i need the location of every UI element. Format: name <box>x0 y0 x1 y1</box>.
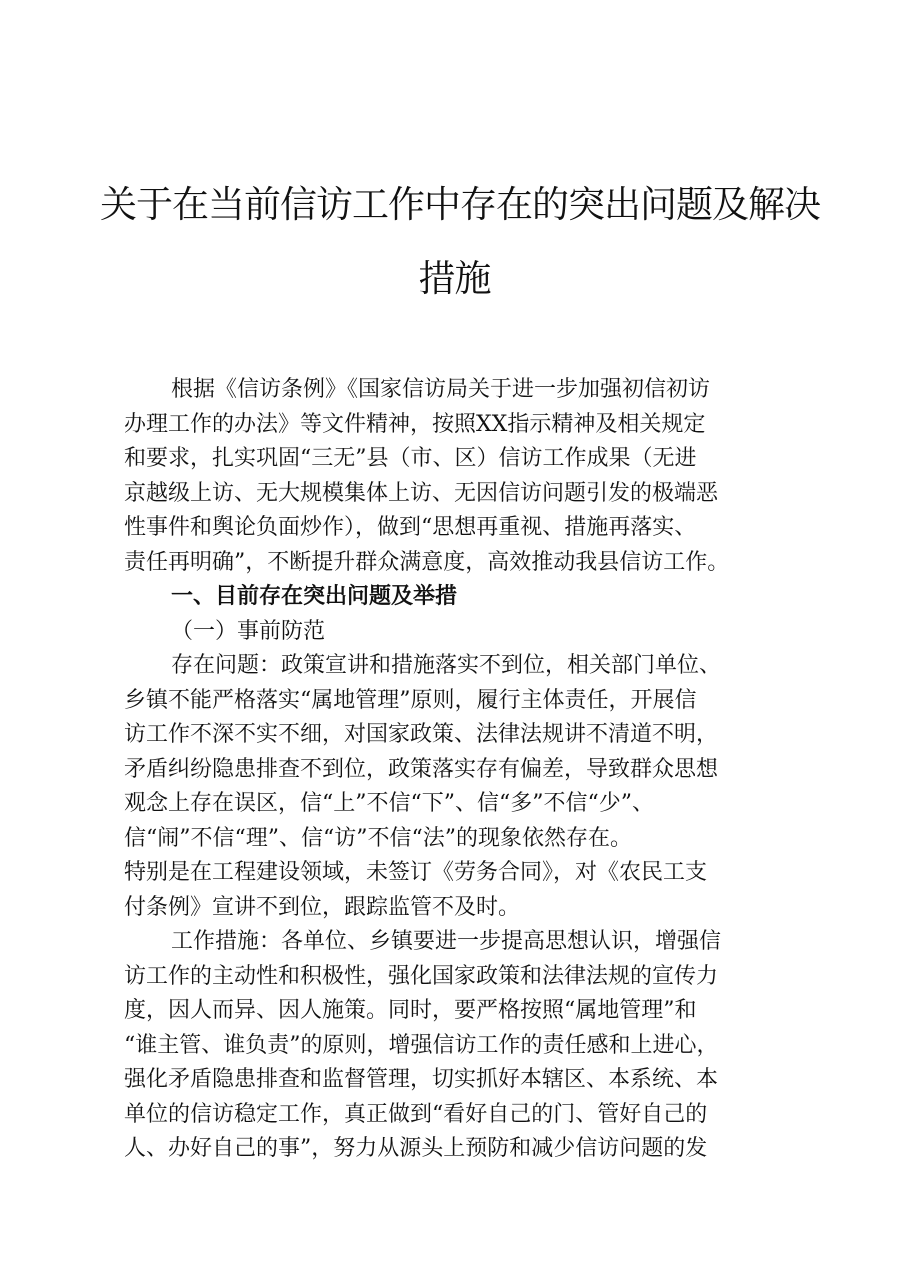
paragraph-line: 信“闹”不信“理”、信“访”不信“法”的现象依然存在。 <box>124 825 632 851</box>
paragraph-line: 观念上存在误区，信“上”不信“下”、信“多”不信“少”、 <box>124 791 654 816</box>
paragraph-line: 和要求，扎实巩固“三无”县（市、区）信访工作成果（无进 <box>124 446 697 471</box>
measures-paragraph <box>124 925 814 1167</box>
paragraph-line: 付条例》宣讲不到位，跟踪监管不及时。 <box>124 894 521 920</box>
document-body <box>124 373 814 1167</box>
paragraph-line: 根据《信访条例》《国家信访局关于进一步加强初信初访 <box>171 377 711 402</box>
section-heading-text: 一、目前存在突出问题及举措 <box>171 584 458 609</box>
paragraph-line: 度，因人而异、因人施策。同时，要严格按照“属地管理”和 <box>124 998 697 1023</box>
section-heading <box>124 580 814 615</box>
paragraph-line: 访工作的主动性和积极性，强化国家政策和法律法规的宣传力 <box>124 963 719 989</box>
paragraph-line: 办理工作的办法》等文件精神，按照XX指示精神及相关规定 <box>124 411 706 437</box>
paragraph-line: 单位的信访稳定工作，真正做到“看好自己的门、管好自己的 <box>124 1101 708 1127</box>
subsection-heading-text: （一）事前防范 <box>171 618 326 644</box>
title-line: 措施 <box>418 257 491 300</box>
document-title <box>100 168 820 316</box>
paragraph-line: 存在问题：政策宣讲和措施落实不到位，相关部门单位、 <box>171 653 722 678</box>
paragraph-line: 性事件和舆论负面炒作），做到“思想再重视、措施再落实、 <box>124 515 697 540</box>
paragraph-line: 强化矛盾隐患排查和监督管理，切实抓好本辖区、本系统、本 <box>124 1067 719 1092</box>
paragraph-line: 责任再明确”，不断提升群众满意度，高效推动我县信访工作。 <box>124 549 730 575</box>
paragraph-line: 乡镇不能严格落实“属地管理”原则，履行主体责任，开展信 <box>124 687 697 713</box>
paragraph-line: 人、办好自己的事”，努力从源头上预防和减少信访问题的发 <box>124 1136 708 1161</box>
intro-paragraph <box>124 373 814 580</box>
paragraph-line: 工作措施：各单位、乡镇要进一步提高思想认识，增强信 <box>171 929 722 954</box>
problems-paragraph <box>124 649 814 925</box>
paragraph-line: 京越级上访、无大规模集体上访、无因信访问题引发的极端恶 <box>124 480 719 506</box>
title-line: 关于在当前信访工作中存在的突出问题及解决 <box>100 183 820 226</box>
paragraph-line: 特别是在工程建设领域，未签订《劳务合同》，对《农民工支 <box>124 860 708 885</box>
paragraph-line: 访工作不深不实不细，对国家政策、法律法规讲不清道不明， <box>124 722 719 747</box>
paragraph-line: “谁主管、谁负责”的原则，增强信访工作的责任感和上进心， <box>124 1032 719 1058</box>
paragraph-line: 矛盾纠纷隐患排查不到位，政策落实存有偏差，导致群众思想 <box>124 756 719 782</box>
subsection-heading <box>124 615 814 650</box>
